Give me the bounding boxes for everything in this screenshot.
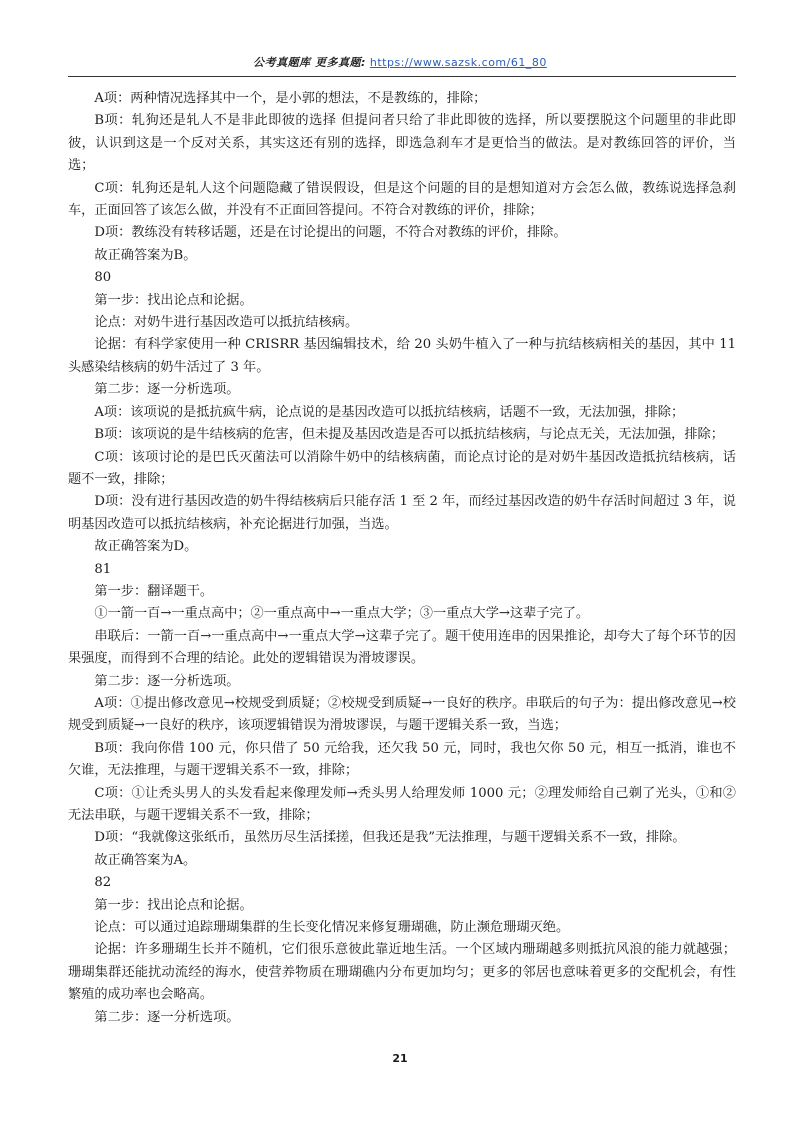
paragraph: C项：轧狗还是轧人这个问题隐藏了错误假设，但是这个问题的目的是想知道对方会怎么做，教练说选择急刹车，正面回答了该怎么做，并没有不正面回答提问。不符合对教练的评价，排除； [68,180,736,219]
question-number: 80 [94,270,112,286]
paragraph: 论据：有科学家使用一种 CRISRR 基因编辑技术，给 20 头奶牛植入了一种与抗结核病相关的基因，其中 11 头感染结核病的奶牛活过了 3 年。 [68,337,736,375]
paragraph: 故正确答案为D。 [94,539,198,555]
paragraph: 第二步：逐一分析选项。 [94,382,240,398]
paragraph: B项：该项说的是牛结核病的危害，但未提及基因改造是否可以抵抗结核病，与论点无关，无法加强，排除； [94,427,724,443]
paragraph: 论据：许多珊瑚生长并不随机，它们很乐意彼此靠近地生活。一个区域内珊瑚越多则抵抗风浪的能力就越强；珊瑚集群还能扰动流经的海水，使营养物质在珊瑚礁内分布更加均匀；更多的邻居也意味着更多的交配机会，有性繁殖的成功率也会略高。 [68,942,736,1003]
page-number: 21 [392,1052,408,1065]
paragraph: 故正确答案为B。 [94,247,197,263]
paragraph: B项：轧狗还是轧人不是非此即彼的选择 但提问者只给了非此即彼的选择，所以要摆脱这个问题里的非此即彼，认识到这是一个反对关系，其实这还有别的选择，即选急刹车才是更恰当的做法。是对教练回答的评价，当选； [68,113,736,174]
paragraph: 论点：对奶牛进行基因改造可以抵抗结核病。 [94,315,359,331]
paragraph: A项：两种情况选择其中一个，是小郭的想法，不是教练的，排除； [94,91,487,106]
paragraph: A项：该项说的是抵抗疯牛病，论点说的是基因改造可以抵抗结核病，话题不一致，无法加强，排除； [94,404,685,420]
header-divider [68,76,736,77]
paragraph: 串联后：一箭一百→一重点高中→一重点大学→这辈子完了。题干使用连串的因果推论，却夸大了每个环节的因果强度，而得到不合理的结论。此处的逻辑错误为滑坡谬误。 [68,628,736,667]
page-header [0,54,800,70]
question-number: 82 [94,875,112,891]
paragraph: C项：该项讨论的是巴氏灭菌法可以消除牛奶中的结核病菌，而论点讨论的是对奶牛基因改造抵抗结核病，话题不一致，排除； [68,449,736,487]
header-label: 公考真题库 更多真题: [253,56,366,69]
paragraph: 论点：可以通过追踪珊瑚集群的生长变化情况来修复珊瑚礁，防止濒危珊瑚灭绝。 [94,920,570,936]
question-number: 81 [94,561,112,577]
paragraph: C项：①让秃头男人的头发看起来像理发师→秃头男人给理发师 1000 元；②理发师给自己剃了光头，①和②无法串联，与题干逻辑关系不一致，排除； [68,785,736,823]
paragraph: D项：教练没有转移话题，还是在讨论提出的问题，不符合对教练的评价，排除。 [94,225,567,241]
paragraph: ①一箭一百→一重点高中；②一重点高中→一重点大学；③一重点大学→这辈子完了。 [94,606,590,622]
paragraph: 第一步：翻译题干。 [94,583,214,599]
paragraph: 故正确答案为A。 [94,852,197,868]
paragraph: 第二步：逐一分析选项。 [94,1009,240,1025]
paragraph: D项：没有进行基因改造的奶牛得结核病后只能存活 1 至 2 年，而经过基因改造的奶牛存活时间超过 3 年，说明基因改造可以抵抗结核病，补充论据进行加强，当选。 [68,494,736,532]
paragraph: 第一步：找出论点和论据。 [94,897,253,913]
paragraph: A项：①提出修改意见→校规受到质疑；②校规受到质疑→一良好的秩序。串联后的句子为：提出修改意见→校规受到质疑→一良好的秩序，该项逻辑错误为滑坡谬误，与题干逻辑关系一致，当选； [68,695,736,734]
paragraph: 第一步：找出论点和论据。 [94,292,253,308]
paragraph: B项：我向你借 100 元，你只借了 50 元给我，还欠我 50 元，同时，我也欠你 50 元，相互一抵消，谁也不欠谁，无法推理，与题干逻辑关系不一致，排除； [68,740,736,779]
document-body [68,88,736,1029]
header-link[interactable]: https://www.sazsk.com/61_80 [369,56,547,69]
paragraph: D项：“我就像这张纸币，虽然历尽生活揉搓，但我还是我”无法推理，与题干逻辑关系不一致，排除。 [94,830,686,846]
paragraph: 第二步：逐一分析选项。 [94,673,240,689]
